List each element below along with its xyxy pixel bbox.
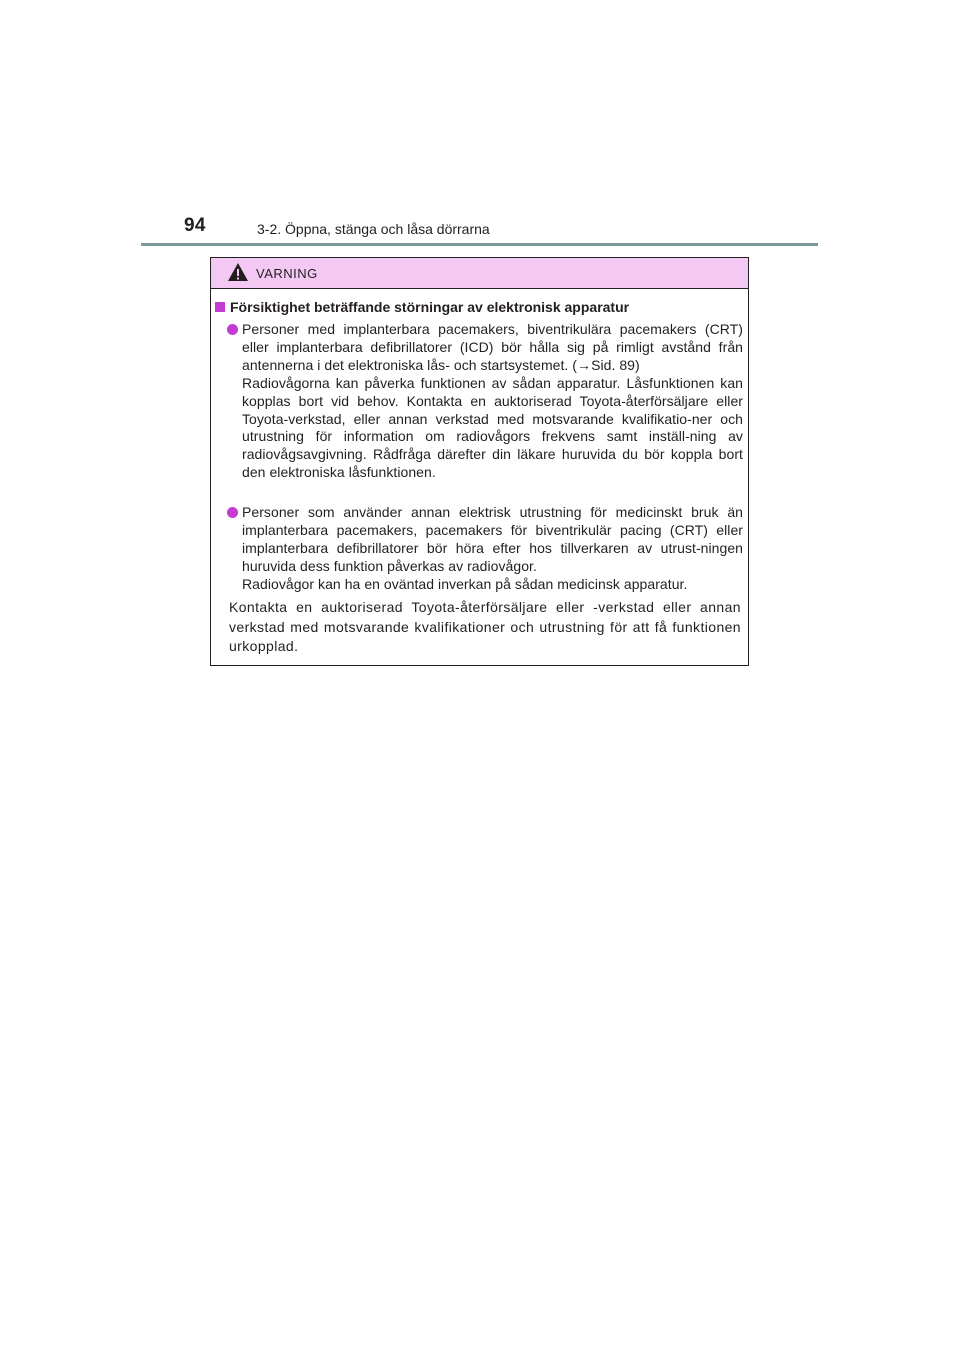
- paragraph: Radiovågor kan ha en oväntad inverkan på sådan medicinsk apparatur.: [242, 575, 688, 592]
- page-number: 94: [184, 215, 206, 236]
- square-bullet-icon: [215, 302, 225, 312]
- section-title: 3-2. Öppna, stänga och låsa dörrarna: [257, 221, 490, 237]
- paragraph: Personer med implanterbara pacemakers, biventrikulära pacemakers (CRT) eller implanterbara defibrillatorer (ICD) bör hålla sig på rimligt avstånd från antennerna i det elektroniska lås- och startsystemet. (→Sid. 89): [242, 321, 743, 373]
- warning-header: [211, 258, 748, 289]
- warning-heading: [215, 299, 629, 315]
- warning-box: [210, 257, 749, 666]
- warning-heading-text: Försiktighet beträffande störningar av elektronisk apparatur: [230, 299, 630, 315]
- paragraph: Radiovågorna kan påverka funktionen av sådan apparatur. Låsfunktionen kan kopplas bort vid behov. Kontakta en auktoriserad Toyota-återförsäljare eller Toyota-verkstad, eller annan verkstad med motsvarande kvalifikatio-ner och utrustning för information om radiovågors frekvens samt inställ-ning av radiovågsavgivning. Rådfråga därefter din läkare huruvida du bör koppla bort den elektroniska låsfunktionen.: [242, 374, 743, 481]
- warning-note: Kontakta en auktoriserad Toyota-återförsäljare eller -verkstad eller annan verkstad med motsvarande kvalifikationer och utrustning för att få funktionen urkopplad.: [229, 599, 741, 654]
- warning-triangle-icon: [227, 262, 249, 282]
- list-item: [227, 504, 743, 594]
- round-bullet-icon: [227, 324, 238, 335]
- list-item-text: [242, 504, 743, 594]
- list-item-text: [242, 321, 743, 482]
- header-divider: [141, 243, 818, 246]
- warning-label: VARNING: [256, 266, 318, 281]
- round-bullet-icon: [227, 507, 238, 518]
- list-item: [227, 321, 743, 482]
- paragraph: Personer som använder annan elektrisk utrustning för medicinskt bruk än implanterbara pacemakers, pacemakers för biventrikulär pacing (CRT) eller implanterbara defibrillatorer bör höra efter hos tillverkaren av utrust-ningen huruvida dess funktion påverkas av radiovågor.: [242, 504, 743, 574]
- page-header: [0, 0, 960, 250]
